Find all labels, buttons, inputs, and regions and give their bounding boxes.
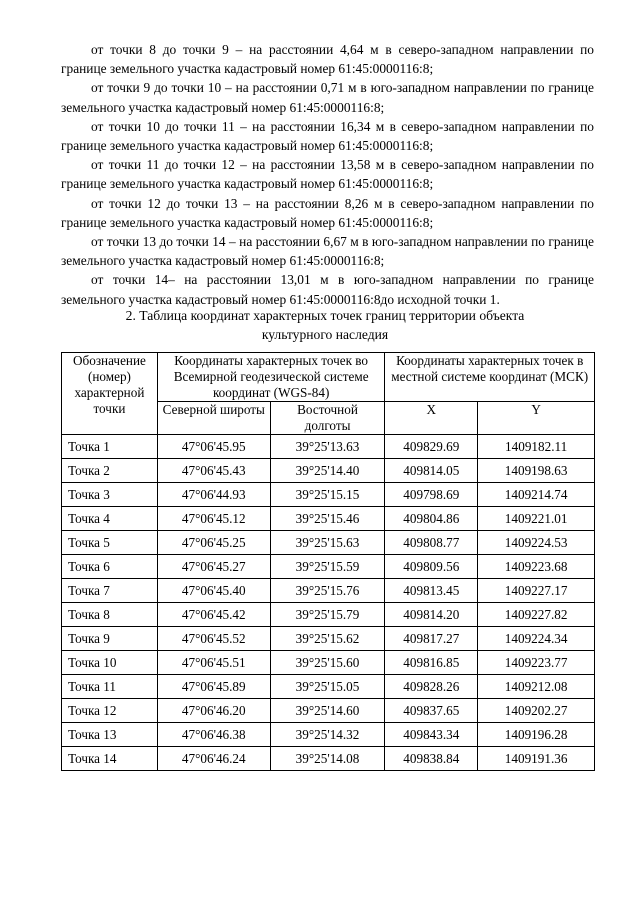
- coord-y-cell: 1409227.17: [478, 579, 595, 603]
- point-name-cell: Точка 6: [62, 555, 158, 579]
- table-row: [62, 723, 595, 747]
- coord-x-cell: 409804.86: [385, 507, 478, 531]
- latitude-cell: 47°06'45.27: [157, 555, 270, 579]
- longitude-cell: 39°25'15.46: [270, 507, 385, 531]
- table-row: [62, 507, 595, 531]
- coord-x-cell: 409808.77: [385, 531, 478, 555]
- coord-x-cell: 409809.56: [385, 555, 478, 579]
- boundary-description: [61, 40, 594, 309]
- longitude-cell: 39°25'15.79: [270, 603, 385, 627]
- coord-x-cell: 409838.84: [385, 747, 478, 771]
- coord-y-cell: 1409214.74: [478, 483, 595, 507]
- longitude-cell: 39°25'15.15: [270, 483, 385, 507]
- coord-y-cell: 1409223.68: [478, 555, 595, 579]
- paragraph-9-10: от точки 9 до точки 10 – на расстоянии 0,71 м в юго-западном направлении по границе земельного участка кадастровый номер 61:45:0000116:8;: [61, 80, 594, 115]
- point-name-cell: Точка 3: [62, 483, 158, 507]
- latitude-cell: 47°06'46.20: [157, 699, 270, 723]
- latitude-cell: 47°06'45.42: [157, 603, 270, 627]
- paragraph-13-14: от точки 13 до точки 14 – на расстоянии 6,67 м в юго-западном направлении по границе земельного участка кадастровый номер 61:45:0000116:8;: [61, 234, 594, 269]
- point-name-cell: Точка 1: [62, 435, 158, 459]
- latitude-cell: 47°06'46.24: [157, 747, 270, 771]
- paragraph-10-11: от точки 10 до точки 11 – на расстоянии 16,34 м в северо-западном направлении по границе земельного участка кадастровый номер 61:45:0000116:8;: [61, 118, 594, 154]
- longitude-cell: 39°25'15.62: [270, 627, 385, 651]
- coord-x-cell: 409837.65: [385, 699, 478, 723]
- point-name-cell: Точка 8: [62, 603, 158, 627]
- coord-y-cell: 1409198.63: [478, 459, 595, 483]
- latitude-cell: 47°06'45.95: [157, 435, 270, 459]
- subheader-y: Y: [478, 402, 595, 435]
- table-row: [62, 651, 595, 675]
- latitude-cell: 47°06'45.40: [157, 579, 270, 603]
- latitude-cell: 47°06'44.93: [157, 483, 270, 507]
- table-row: [62, 627, 595, 651]
- longitude-cell: 39°25'15.76: [270, 579, 385, 603]
- coord-y-cell: 1409227.82: [478, 603, 595, 627]
- coord-x-cell: 409813.45: [385, 579, 478, 603]
- point-name-cell: Точка 7: [62, 579, 158, 603]
- coordinates-table: [61, 352, 595, 771]
- latitude-cell: 47°06'45.52: [157, 627, 270, 651]
- coord-x-cell: 409817.27: [385, 627, 478, 651]
- paragraph-8-9: от точки 8 до точки 9 – на расстоянии 4,64 м в северо-западном направлении по границе земельного участка кадастровый номер 61:45:0000116:8;: [61, 42, 594, 77]
- point-name-cell: Точка 9: [62, 627, 158, 651]
- longitude-cell: 39°25'15.59: [270, 555, 385, 579]
- table-row: [62, 555, 595, 579]
- point-name-cell: Точка 12: [62, 699, 158, 723]
- table-row: [62, 747, 595, 771]
- coord-y-cell: 1409224.34: [478, 627, 595, 651]
- latitude-cell: 47°06'45.12: [157, 507, 270, 531]
- coord-y-cell: 1409182.11: [478, 435, 595, 459]
- coord-x-cell: 409828.26: [385, 675, 478, 699]
- latitude-cell: 47°06'45.43: [157, 459, 270, 483]
- table-row: [62, 699, 595, 723]
- coord-y-cell: 1409196.28: [478, 723, 595, 747]
- longitude-cell: 39°25'14.60: [270, 699, 385, 723]
- longitude-cell: 39°25'15.60: [270, 651, 385, 675]
- subheader-north: Северной широты: [157, 402, 270, 435]
- latitude-cell: 47°06'45.89: [157, 675, 270, 699]
- coord-x-cell: 409816.85: [385, 651, 478, 675]
- latitude-cell: 47°06'46.38: [157, 723, 270, 747]
- point-name-cell: Точка 11: [62, 675, 158, 699]
- table-row: [62, 435, 595, 459]
- coord-x-cell: 409829.69: [385, 435, 478, 459]
- table-row: [62, 579, 595, 603]
- coord-y-cell: 1409221.01: [478, 507, 595, 531]
- subheader-east: Восточной долготы: [270, 402, 385, 435]
- latitude-cell: 47°06'45.51: [157, 651, 270, 675]
- coord-x-cell: 409843.34: [385, 723, 478, 747]
- point-name-cell: Точка 14: [62, 747, 158, 771]
- longitude-cell: 39°25'13.63: [270, 435, 385, 459]
- paragraph-14-1: от точки 14– на расстоянии 13,01 м в юго-западном направлении по границе земельного участка кадастровый номер 61:45:0000116:8до исходной точки 1.: [61, 272, 594, 307]
- table-row: [62, 603, 595, 627]
- longitude-cell: 39°25'14.40: [270, 459, 385, 483]
- point-name-cell: Точка 13: [62, 723, 158, 747]
- coord-x-cell: 409814.05: [385, 459, 478, 483]
- table-header-row: [62, 353, 595, 402]
- point-name-cell: Точка 5: [62, 531, 158, 555]
- point-name-cell: Точка 2: [62, 459, 158, 483]
- header-msk: Координаты характерных точек в местной системе координат (МСК): [385, 353, 595, 402]
- table-row: [62, 459, 595, 483]
- longitude-cell: 39°25'15.05: [270, 675, 385, 699]
- point-name-cell: Точка 4: [62, 507, 158, 531]
- table-row: [62, 675, 595, 699]
- point-name-cell: Точка 10: [62, 651, 158, 675]
- coord-y-cell: 1409202.27: [478, 699, 595, 723]
- coord-x-cell: 409814.20: [385, 603, 478, 627]
- coord-x-cell: 409798.69: [385, 483, 478, 507]
- paragraph-11-12: от точки 11 до точки 12 – на расстоянии 13,58 м в северо-западном направлении по границе земельного участка кадастровый номер 61:45:0000116:8;: [61, 157, 594, 192]
- subheader-x: X: [385, 402, 478, 435]
- longitude-cell: 39°25'15.63: [270, 531, 385, 555]
- header-wgs: Координаты характерных точек во Всемирной геодезической системе координат (WGS-84): [157, 353, 385, 402]
- longitude-cell: 39°25'14.32: [270, 723, 385, 747]
- table-caption: 2. Таблица координат характерных точек границ территории объекта культурного наследия: [125, 308, 525, 342]
- coord-y-cell: 1409191.36: [478, 747, 595, 771]
- coord-y-cell: 1409224.53: [478, 531, 595, 555]
- latitude-cell: 47°06'45.25: [157, 531, 270, 555]
- table-row: [62, 531, 595, 555]
- header-point: Обозначение (номер) характерной точки: [62, 353, 158, 435]
- paragraph-12-13: от точки 12 до точки 13 – на расстоянии 8,26 м в северо-западном направлении по границе земельного участка кадастровый номер 61:45:0000116:8;: [61, 195, 594, 230]
- coord-y-cell: 1409212.08: [478, 675, 595, 699]
- table-row: [62, 483, 595, 507]
- longitude-cell: 39°25'14.08: [270, 747, 385, 771]
- coord-y-cell: 1409223.77: [478, 651, 595, 675]
